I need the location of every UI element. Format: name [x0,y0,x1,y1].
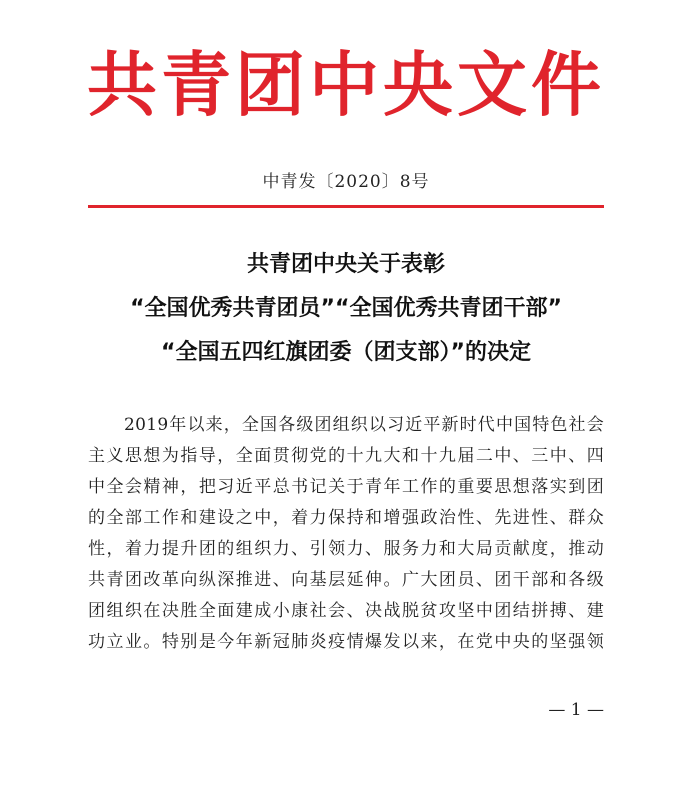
title-line-2: “全国优秀共青团员”“全国优秀共青团干部” [130,296,562,321]
body-line: 2019年以来，全国各级团组织以习近平新时代中国特色社会 [124,415,604,435]
red-divider-line [88,205,604,208]
body-line: 功立业。特别是今年新冠肺炎疫情爆发以来，在党中央的坚强领 [88,632,604,652]
body-line: 的全部工作和建设之中，着力保持和增强政治性、先进性、群众 [88,508,604,528]
body-line: 性，着力提升团的组织力、引领力、服务力和大局贡献度，推动 [88,539,604,559]
body-line: 主义思想为指导，全面贯彻党的十九大和十九届二中、三中、四 [88,446,604,466]
body-line: 共青团改革向纵深推进、向基层延伸。广大团员、团干部和各级 [88,570,604,590]
body-line: 中全会精神，把习近平总书记关于青年工作的重要思想落实到团 [88,477,604,497]
title-line-3: “全国五四红旗团委（团支部）”的决定 [161,340,531,365]
body-paragraph [88,410,604,658]
document-masthead: 共青团中央文件 [87,44,605,126]
body-line: 团组织在决胜全面建成小康社会、决战脱贫攻坚中团结拼搏、建 [88,601,604,621]
document-number: 中青发〔2020〕8号 [262,172,430,192]
page-number: — 1 — [548,700,604,720]
title-line-1: 共青团中央关于表彰 [246,252,445,277]
